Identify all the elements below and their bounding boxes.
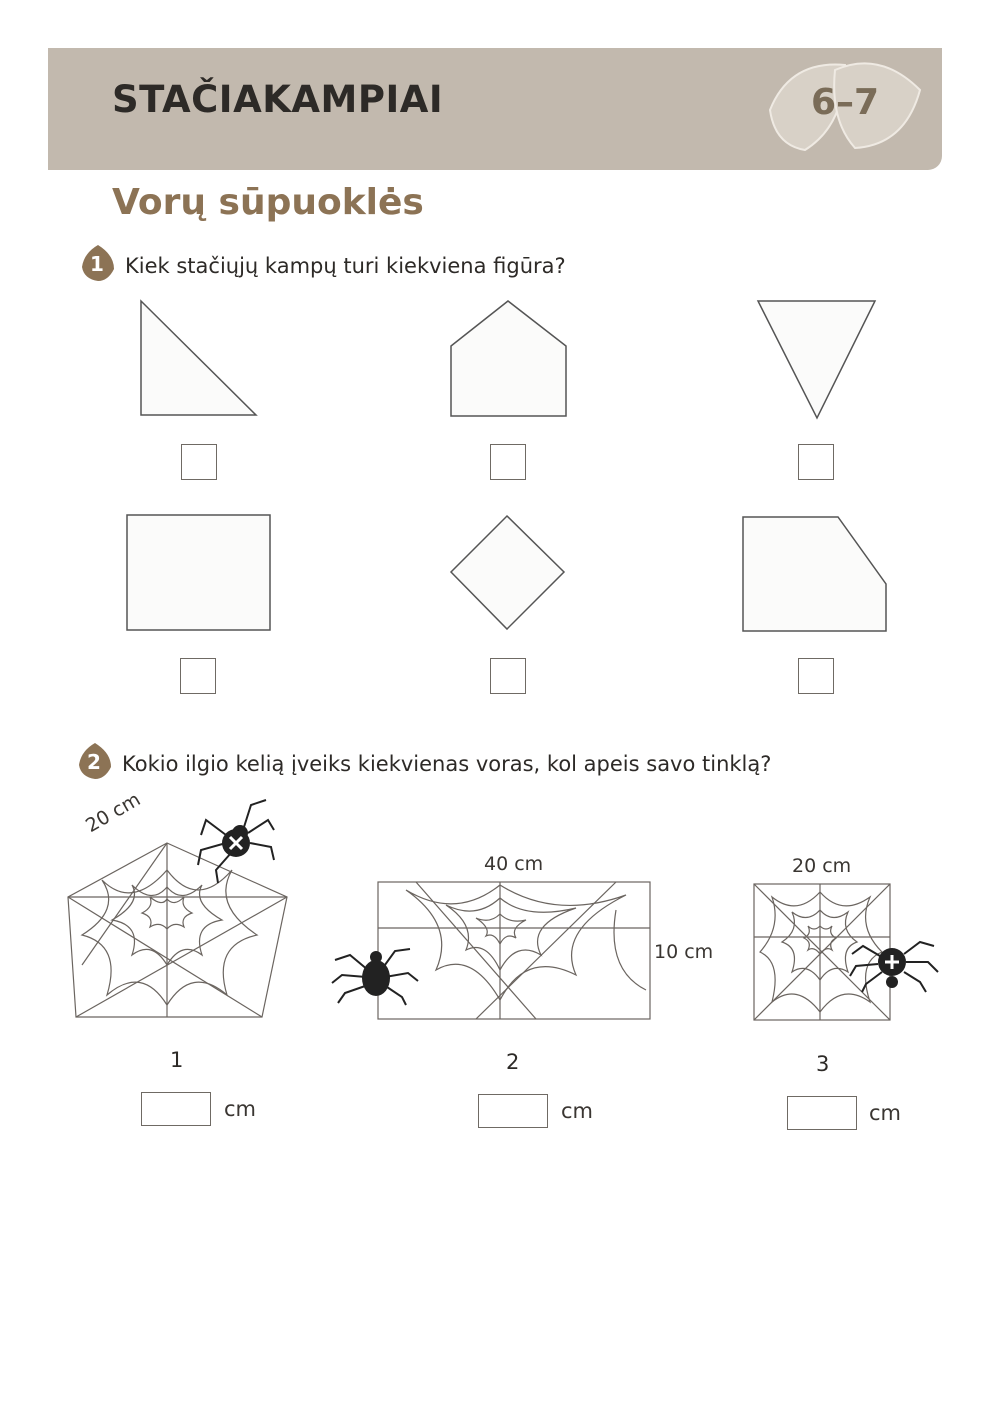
spider-3-icon [848, 932, 940, 994]
page-title: STAČIAKAMPIAI [112, 78, 444, 121]
svg-text:1: 1 [90, 252, 104, 276]
answer-box-figure-3[interactable] [798, 444, 834, 480]
answer-box-figure-1[interactable] [181, 444, 217, 480]
page-number: 6–7 [810, 82, 880, 123]
task-1-badge-icon [78, 243, 118, 283]
web-1-number: 1 [170, 1048, 184, 1072]
web-3-top-label: 20 cm [792, 855, 852, 877]
right-triangle-figure [138, 298, 263, 420]
task-1-question: Kiek stačiųjų kampų turi kiekviena figūra? [125, 254, 566, 278]
answer-field-web-1[interactable] [141, 1092, 211, 1126]
task-2-question: Kokio ilgio kelią įveiks kiekvienas voras, kol apeis savo tinklą? [122, 752, 772, 776]
answer-field-web-2[interactable] [478, 1094, 548, 1128]
web-3-number: 3 [816, 1052, 830, 1076]
answer-box-figure-6[interactable] [798, 658, 834, 694]
house-pentagon-figure [447, 298, 572, 420]
web-2-number: 2 [506, 1050, 520, 1074]
rhombus-figure [447, 512, 569, 634]
svg-text:2: 2 [87, 750, 101, 774]
unit-label-web-2: cm [561, 1099, 594, 1123]
unit-label-web-3: cm [869, 1101, 902, 1125]
web-1-side-label: 20 cm [82, 788, 145, 838]
web-2-side-label: 10 cm [654, 941, 714, 963]
web-2-top-label: 40 cm [484, 853, 544, 875]
inverted-triangle-figure [755, 298, 880, 423]
answer-box-figure-5[interactable] [490, 658, 526, 694]
section-subtitle: Vorų sūpuoklės [112, 182, 424, 223]
spider-2-icon [330, 945, 420, 1007]
rectangle-figure [124, 512, 274, 634]
answer-box-figure-4[interactable] [180, 658, 216, 694]
spider-1-icon [196, 795, 276, 885]
cut-corner-pentagon-figure [740, 514, 892, 636]
task-2-badge-icon [75, 741, 115, 781]
answer-box-figure-2[interactable] [490, 444, 526, 480]
answer-field-web-3[interactable] [787, 1096, 857, 1130]
unit-label-web-1: cm [224, 1097, 257, 1121]
